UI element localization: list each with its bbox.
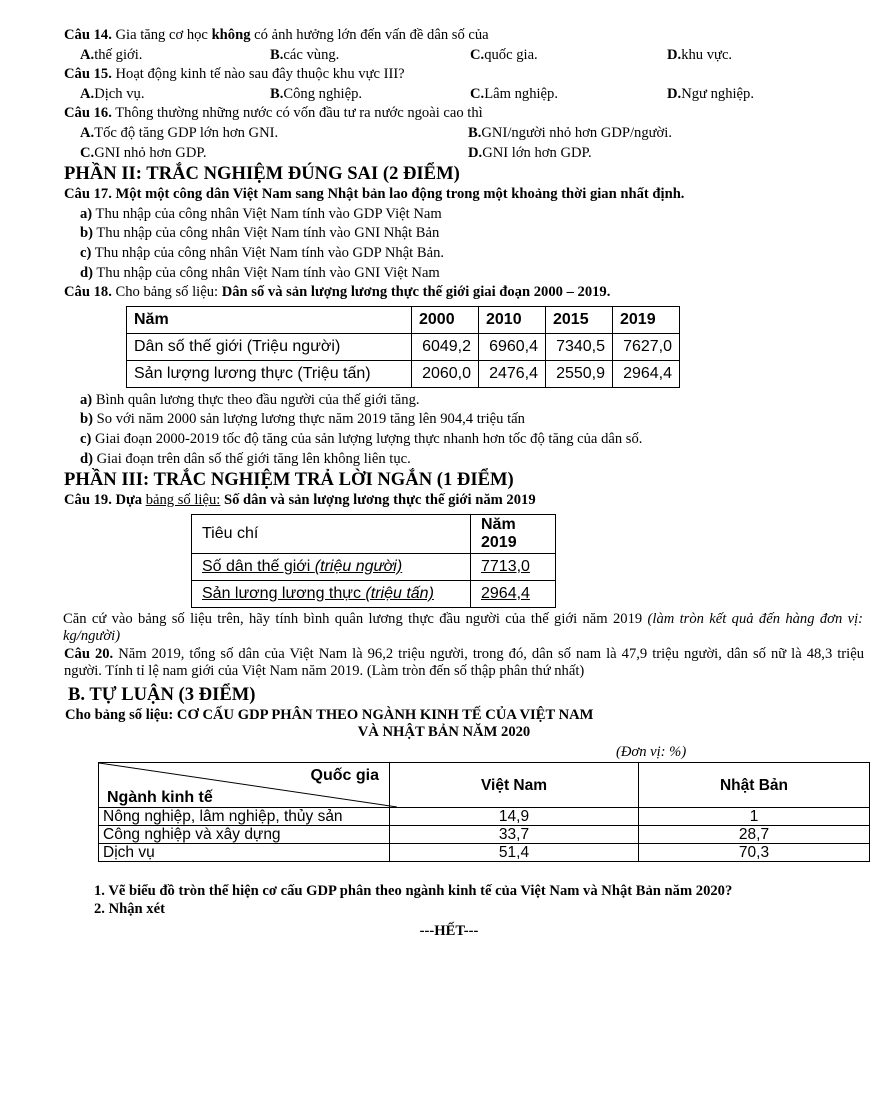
q18-item-a: a) Bình quân lương thực theo đầu người của thế giới tăng. — [80, 391, 420, 408]
option-d: D.khu vực. — [667, 46, 733, 63]
q17-item-c: c) Thu nhập của công nhân Việt Nam tính vào GDP Nhật Bản. — [80, 244, 445, 261]
part-b-heading: B. TỰ LUẬN (3 ĐIỂM) — [68, 683, 256, 705]
q19-table — [191, 514, 556, 608]
q15-options — [64, 85, 864, 105]
q17-item-b: b) Thu nhập của công nhân Việt Nam tính vào GNI Nhật Bản — [80, 225, 440, 242]
option-a: A.Dịch vụ. — [80, 85, 145, 102]
q14-options — [64, 46, 864, 66]
q18-item-b: b) So với năm 2000 sản lượng lương thực năm 2019 tăng lên 904,4 triệu tấn — [80, 411, 525, 428]
table-row: Nông nghiệp, lâm nghiệp, thủy sản 14,9 1 — [99, 808, 870, 826]
q18-table — [126, 306, 680, 388]
essay-question-2: 2. Nhận xét — [94, 901, 165, 918]
question-16: Câu 16. Thông thường những nước có vốn đầu tư ra nước ngoài cao thì — [64, 105, 483, 122]
table-header-row: Năm 2000 2010 2015 2019 — [127, 306, 680, 333]
option-a: A.Tốc độ tăng GDP lớn hơn GNI. — [80, 124, 279, 141]
option-a: A.thế giới. — [80, 46, 143, 63]
option-c: C.GNI nhỏ hơn GDP. — [80, 144, 207, 161]
essay-table — [98, 762, 870, 862]
question-15: Câu 15. Hoạt động kinh tế nào sau đây thuộc khu vực III? — [64, 66, 405, 83]
option-c: C.quốc gia. — [470, 46, 538, 63]
question-17: Câu 17. Một một công dân Việt Nam sang Nhật bản lao động trong một khoảng thời gian nhất định. — [64, 186, 685, 203]
question-19: Câu 19. Dựa bảng số liệu: Số dân và sản lượng lương thực thế giới năm 2019 — [64, 492, 536, 509]
question-14: Câu 14. Gia tăng cơ học không có ảnh hưởng lớn đến vấn đề dân số của — [64, 27, 489, 43]
option-b: B.Công nghiệp. — [270, 85, 363, 102]
essay-question-1: 1. Vẽ biểu đồ tròn thể hiện cơ cấu GDP phân theo ngành kinh tế của Việt Nam và Nhật Bản năm 2020? — [94, 883, 733, 900]
table-row: Sản lượng lương thực (Triệu tấn) 2060,0 2476,4 2550,9 2964,4 — [127, 360, 680, 387]
table-row: Dịch vụ 51,4 70,3 — [99, 844, 870, 862]
corner-cell: Quốc gia Ngành kinh tế — [99, 763, 390, 808]
option-d: D.GNI lớn hơn GDP. — [468, 144, 592, 161]
q19-text: Căn cứ vào bảng số liệu trên, hãy tính bình quân lương thực đầu người của thế giới năm 2019 (làm tròn kết quả đến hàng đơn vị: kg/người) — [63, 610, 863, 645]
option-b: B.các vùng. — [270, 46, 340, 63]
unit-label: (Đơn vị: %) — [616, 743, 687, 760]
table-row: Số dân thế giới (triệu người) 7713,0 — [192, 553, 556, 580]
question-18: Câu 18. Cho bảng số liệu: Dân số và sản lượng lương thực thế giới giai đoạn 2000 – 2019. — [64, 284, 611, 301]
essay-intro: Cho bảng số liệu: CƠ CẤU GDP PHÂN THEO NGÀNH KINH TẾ CỦA VIỆT NAM — [65, 706, 594, 723]
part-3-heading: PHẦN III: TRẮC NGHIỆM TRẢ LỜI NGẮN (1 ĐIỂM) — [64, 469, 514, 491]
option-b: B.GNI/người nhỏ hơn GDP/người. — [468, 124, 672, 141]
q18-item-d: d) Giai đoạn trên dân số thế giới tăng lên không liên tục. — [80, 450, 411, 467]
part-2-heading: PHẦN II: TRẮC NGHIỆM ĐÚNG SAI (2 ĐIỂM) — [64, 163, 460, 185]
question-20: Câu 20. Năm 2019, tổng số dân của Việt Nam là 96,2 triệu người, trong đó, dân số nam là 47,9 triệu người, dân số nữ là 48,3 triệu người. Tính tỉ lệ nam giới của Việt Nam năm 2019. (Làm tròn đến số thập phân thứ nhất) — [64, 645, 864, 680]
q16-options-row1 — [64, 124, 864, 144]
q16-options-row2 — [64, 144, 864, 164]
option-c: C.Lâm nghiệp. — [470, 85, 558, 102]
q18-item-c: c) Giai đoạn 2000-2019 tốc độ tăng của sản lượng lượng thực nhanh hơn tốc độ tăng của dân số. — [80, 430, 643, 447]
end-marker: ---HẾT--- — [419, 923, 479, 940]
table-header-row: Tiêu chí Năm 2019 — [192, 514, 556, 553]
q17-item-d: d) Thu nhập của công nhân Việt Nam tính vào GNI Việt Nam — [80, 264, 440, 281]
option-d: D.Ngư nghiệp. — [667, 85, 754, 102]
table-row: Dân số thế giới (Triệu người) 6049,2 6960,4 7340,5 7627,0 — [127, 333, 680, 360]
q17-item-a: a) Thu nhập của công nhân Việt Nam tính vào GDP Việt Nam — [80, 205, 442, 222]
essay-intro-2: VÀ NHẬT BẢN NĂM 2020 — [357, 724, 531, 741]
table-row: Sản lương lương thực (triệu tấn) 2964,4 — [192, 580, 556, 607]
table-row: Công nghiệp và xây dựng 33,7 28,7 — [99, 826, 870, 844]
table-header-row: Quốc gia Ngành kinh tế Việt Nam Nhật Bản — [99, 763, 870, 808]
